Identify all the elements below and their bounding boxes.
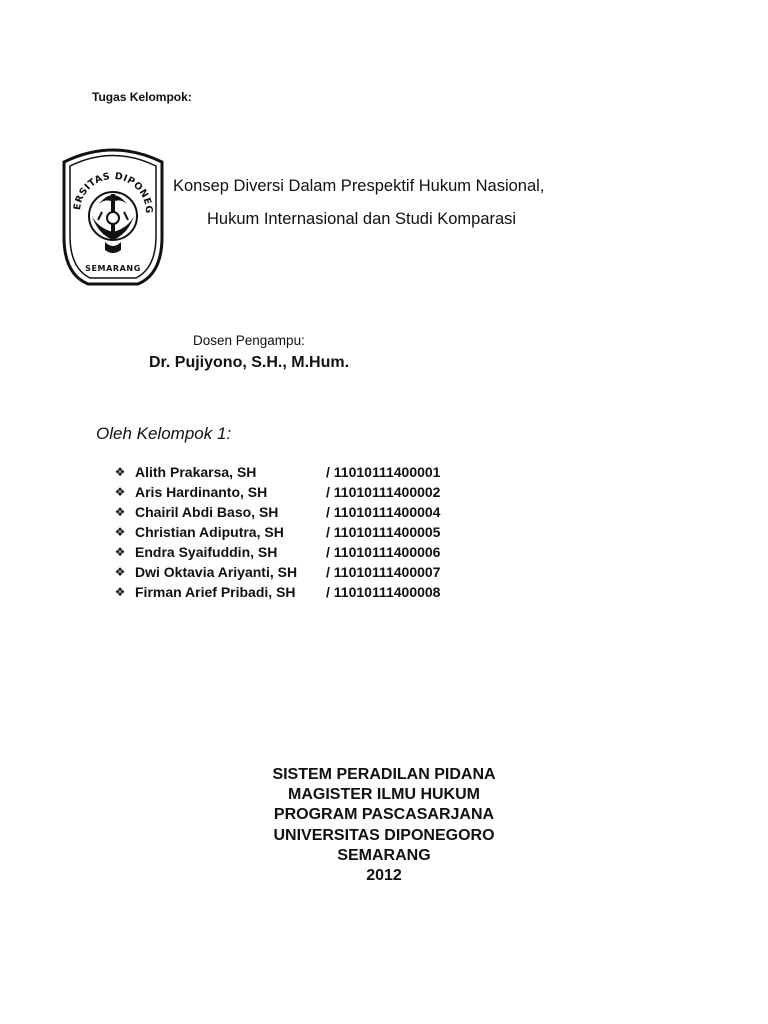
lecturer-name: Dr. Pujiyono, S.H., M.Hum. <box>149 354 350 371</box>
member-nim: / 11010111400007 <box>326 564 441 580</box>
footer-line-university: UNIVERSITAS DIPONEGORO <box>273 826 495 844</box>
list-item <box>113 482 473 502</box>
diamond-bullet-icon: ❖ <box>114 525 126 539</box>
member-name: Aris Hardinanto, SH <box>135 484 268 500</box>
title-line-2: Hukum Internasional dan Studi Komparasi <box>207 210 517 228</box>
member-name: Endra Syaifuddin, SH <box>135 544 278 560</box>
member-list <box>113 462 473 602</box>
footer-line-program: MAGISTER ILMU HUKUM <box>288 786 480 804</box>
member-name: Chairil Abdi Baso, SH <box>135 504 279 520</box>
member-name: Dwi Oktavia Ariyanti, SH <box>135 564 298 580</box>
member-name: Christian Adiputra, SH <box>135 524 284 540</box>
diamond-bullet-icon: ❖ <box>114 485 126 499</box>
footer-line-course: SISTEM PERADILAN PIDANA <box>272 766 496 783</box>
member-nim: / 11010111400008 <box>326 584 441 600</box>
diamond-bullet-icon: ❖ <box>114 465 126 479</box>
document-label: Tugas Kelompok: <box>92 90 192 104</box>
member-nim: / 11010111400002 <box>326 484 441 500</box>
member-nim: / 11010111400004 <box>326 504 441 520</box>
list-item <box>113 462 473 482</box>
footer-line-city: SEMARANG <box>337 846 431 864</box>
diamond-bullet-icon: ❖ <box>114 565 126 579</box>
diamond-bullet-icon: ❖ <box>114 545 126 559</box>
logo-city-text: SEMARANG <box>85 264 141 273</box>
member-nim: / 11010111400005 <box>326 524 441 540</box>
footer-line-school: PROGRAM PASCASARJANA <box>273 806 495 824</box>
member-name: Firman Arief Pribadi, SH <box>135 584 296 600</box>
member-name: Alith Prakarsa, SH <box>135 464 257 480</box>
list-item <box>113 522 473 542</box>
university-logo <box>58 142 168 292</box>
lecturer-label: Dosen Pengampu: <box>193 333 305 348</box>
group-heading: Oleh Kelompok 1: <box>96 424 232 443</box>
list-item <box>113 582 473 602</box>
list-item <box>113 562 473 582</box>
member-nim: / 11010111400001 <box>326 464 441 480</box>
diamond-bullet-icon: ❖ <box>114 505 126 519</box>
list-item <box>113 542 473 562</box>
diamond-bullet-icon: ❖ <box>114 585 126 599</box>
member-nim: / 11010111400006 <box>326 544 441 560</box>
logo-arc-text: ERSITAS DIPONEG <box>71 170 155 215</box>
list-item <box>113 502 473 522</box>
footer-line-year: 2012 <box>366 867 402 885</box>
title-line-1: Konsep Diversi Dalam Prespektif Hukum Nasional, <box>173 177 545 195</box>
institution-block <box>184 765 584 886</box>
